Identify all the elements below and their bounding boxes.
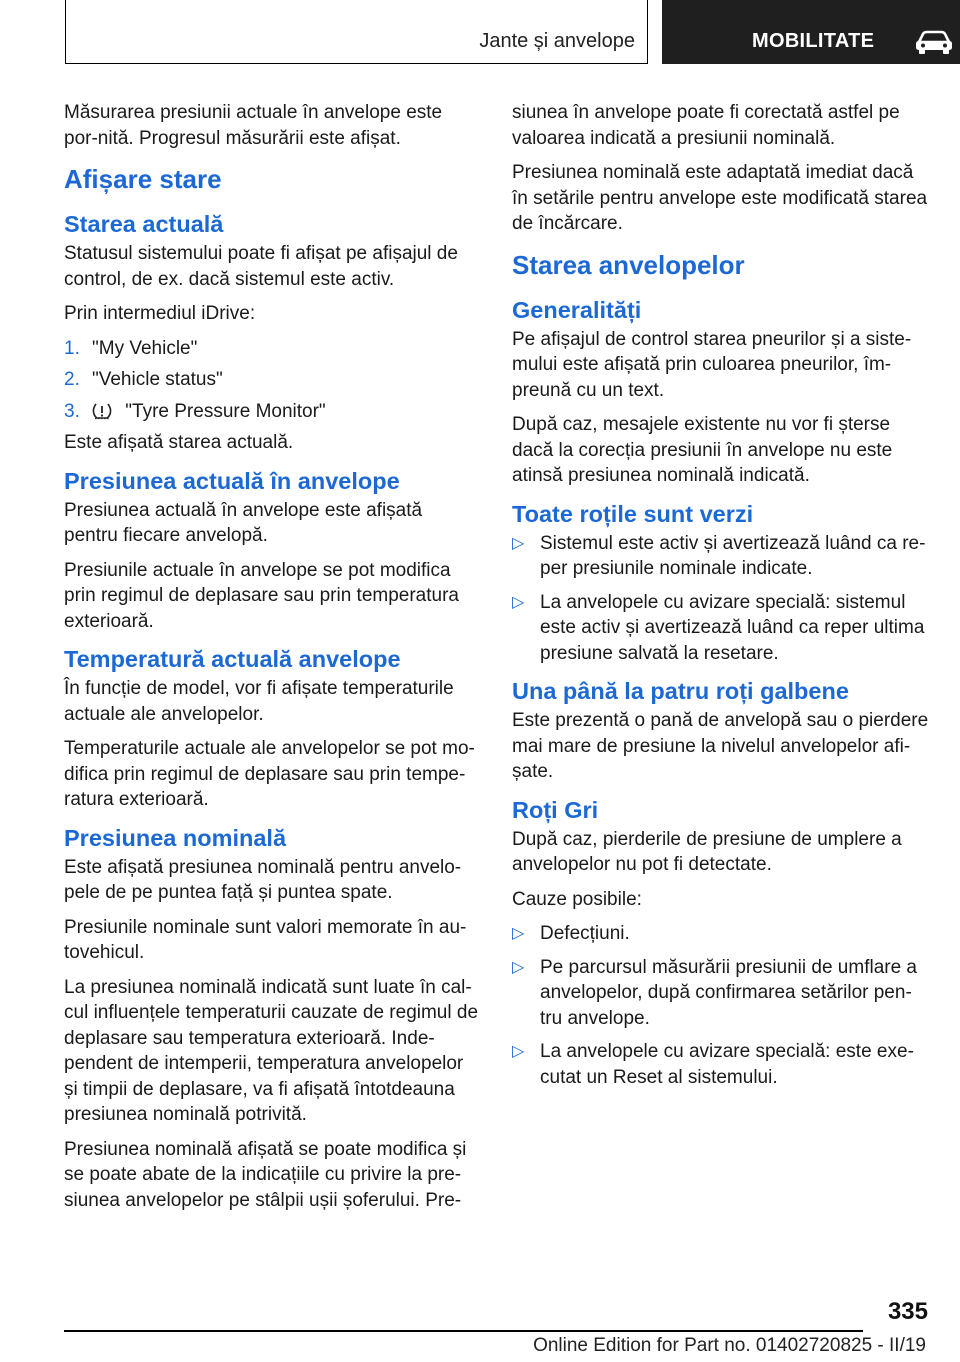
step-item <box>64 399 478 425</box>
paragraph-pa1: Presiunea actuală în anvelope este afișată pentru fiecare anvelopă. <box>64 499 423 546</box>
list-roti-verzi <box>512 531 930 667</box>
paragraph-gri: După caz, pierderile de presiune de umplere a anvelopelor nu pot fi detectate. <box>512 828 902 875</box>
section-label: Jante și anvelope <box>479 30 635 52</box>
paragraph-n1: Este afișată presiunea nominală pentru anvelo-pele de pe puntea față și puntea spate. <box>64 856 462 903</box>
right-column <box>512 100 930 1098</box>
heading-presiunea-actuala: Presiunea actuală în anvelope <box>64 467 400 494</box>
list-item-text: La anvelopele cu avizare specială: sistemul este activ și avertizează luând ca reper ultima presiune salvată la resetare. <box>540 591 925 664</box>
paragraph-t2: Temperaturile actuale ale anvelopelor se pot mo-difica prin regimul de deplasare sau prin tempe-ratura exterioară. <box>64 738 475 810</box>
header-chapter-box <box>662 0 960 64</box>
heading-afisare-stare: Afișare stare <box>64 164 222 194</box>
step-number: 1. <box>64 337 80 359</box>
footer-divider <box>64 1330 863 1332</box>
list-item-text: Pe parcursul măsurării presiunii de umflare a anvelopelor, după confirmarea setărilor pen-tru anvelope. <box>540 956 917 1029</box>
list-item <box>512 531 930 582</box>
step-text: "My Vehicle" <box>92 337 198 359</box>
list-cauze <box>512 921 930 1090</box>
paragraph-n2: Presiunile nominale sunt valori memorate în au-tovehicul. <box>64 916 467 963</box>
triangle-bullet-icon: ▷ <box>512 925 525 942</box>
list-item-text: Sistemul este activ și avertizează luând ca re-per presiunile nominale indicate. <box>540 532 926 579</box>
triangle-bullet-icon: ▷ <box>512 958 525 976</box>
intro-paragraph: Măsurarea presiunii actuale în anvelope este por-nită. Progresul măsurării este afișat. <box>64 102 443 149</box>
heading-roti-galbene: Una până la patru roți galbene <box>512 678 849 704</box>
heading-generalitati: Generalități <box>512 296 642 323</box>
list-item <box>512 921 930 947</box>
triangle-bullet-icon: ▷ <box>512 593 525 611</box>
paragraph-idrive: Prin intermediul iDrive: <box>64 303 256 324</box>
paragraph-g1: Pe afișajul de control starea pneurilor și a siste-mului este afișată prin culoarea pneurilor, îm-preună cu un text. <box>512 328 912 401</box>
heading-starea-actuala: Starea actuală <box>64 211 224 237</box>
step-text: "Vehicle status" <box>92 369 223 390</box>
chapter-label: MOBILITATE <box>752 30 875 52</box>
header-section-box <box>65 0 648 64</box>
step-item <box>64 367 478 393</box>
list-item <box>512 590 930 667</box>
paragraph-starea: Statusul sistemului poate fi afișat pe afișajul de control, de ex. dacă sistemul este activ. <box>64 243 458 290</box>
idrive-steps <box>64 336 478 425</box>
heading-starea-anvelopelor: Starea anvelopelor <box>512 249 745 280</box>
paragraph-galbene: Este prezentă o pană de anvelopă sau o pierdere mai mare de presiune la nivelul anvelopelor afi-șate. <box>512 710 929 782</box>
paragraph-cauze: Cauze posibile: <box>512 888 642 910</box>
car-icon <box>914 29 954 55</box>
paragraph-afisata: Este afișată starea actuală. <box>64 432 294 453</box>
page-number: 335 <box>887 1298 928 1325</box>
paragraph-t1: În funcție de model, vor fi afișate temperaturile actuale ale anvelopelor. <box>64 678 454 725</box>
paragraph-adaptata: Presiunea nominală este adaptată imediat dacă în setările pentru anvelope este modificată starea de încărcare. <box>512 162 928 234</box>
triangle-bullet-icon: ▷ <box>512 534 525 552</box>
step-text: "Tyre Pressure Monitor" <box>125 400 326 422</box>
step-item <box>64 336 478 362</box>
list-item-text: Defecțiuni. <box>540 923 630 944</box>
paragraph-continued: siunea în anvelope poate fi corectată astfel pe valoarea indicată a presiunii nominală. <box>512 102 900 149</box>
step-number: 3. <box>64 400 80 422</box>
footer-edition: Online Edition for Part no. 01402720825 - II/19 <box>533 1335 926 1356</box>
paragraph-pa2: Presiunile actuale în anvelope se pot modifica prin regimul de deplasare sau prin temperatura exterioară. <box>64 559 459 632</box>
heading-roti-gri: Roți Gri <box>512 796 599 823</box>
step-number: 2. <box>64 369 80 390</box>
list-item <box>512 955 930 1032</box>
heading-presiunea-nominala: Presiunea nominală <box>64 824 287 851</box>
left-column <box>64 100 478 1222</box>
paragraph-n3: La presiunea nominală indicată sunt luate în cal-cul influențele temperaturii cauzate de regimul de deplasare sau temperatura exterioară. Inde-pendent de intemperii, temperatura anvelopelor și timpii de deplasare, va fi afișată întotdeauna presiunea nominală potrivită. <box>64 976 479 1125</box>
list-item-text: La anvelopele cu avizare specială: este exe-cutat un Reset al sistemului. <box>540 1041 914 1088</box>
list-item <box>512 1039 930 1090</box>
paragraph-g2: După caz, mesajele existente nu vor fi șterse dacă la corecția presiunii în anvelope nu este atinsă presiunea nominală indicată. <box>512 414 893 486</box>
tyre-pressure-warning-icon <box>92 402 112 420</box>
paragraph-n4: Presiunea nominală afișată se poate modifica și se poate abate de la indicațiile cu privire la pre-siunea anvelopelor pe stâlpii ușii șoferului. Pre- <box>64 1138 467 1211</box>
heading-temperatura: Temperatură actuală anvelope <box>64 646 401 672</box>
heading-roti-verzi: Toate roțile sunt verzi <box>512 500 754 527</box>
triangle-bullet-icon: ▷ <box>512 1043 525 1060</box>
